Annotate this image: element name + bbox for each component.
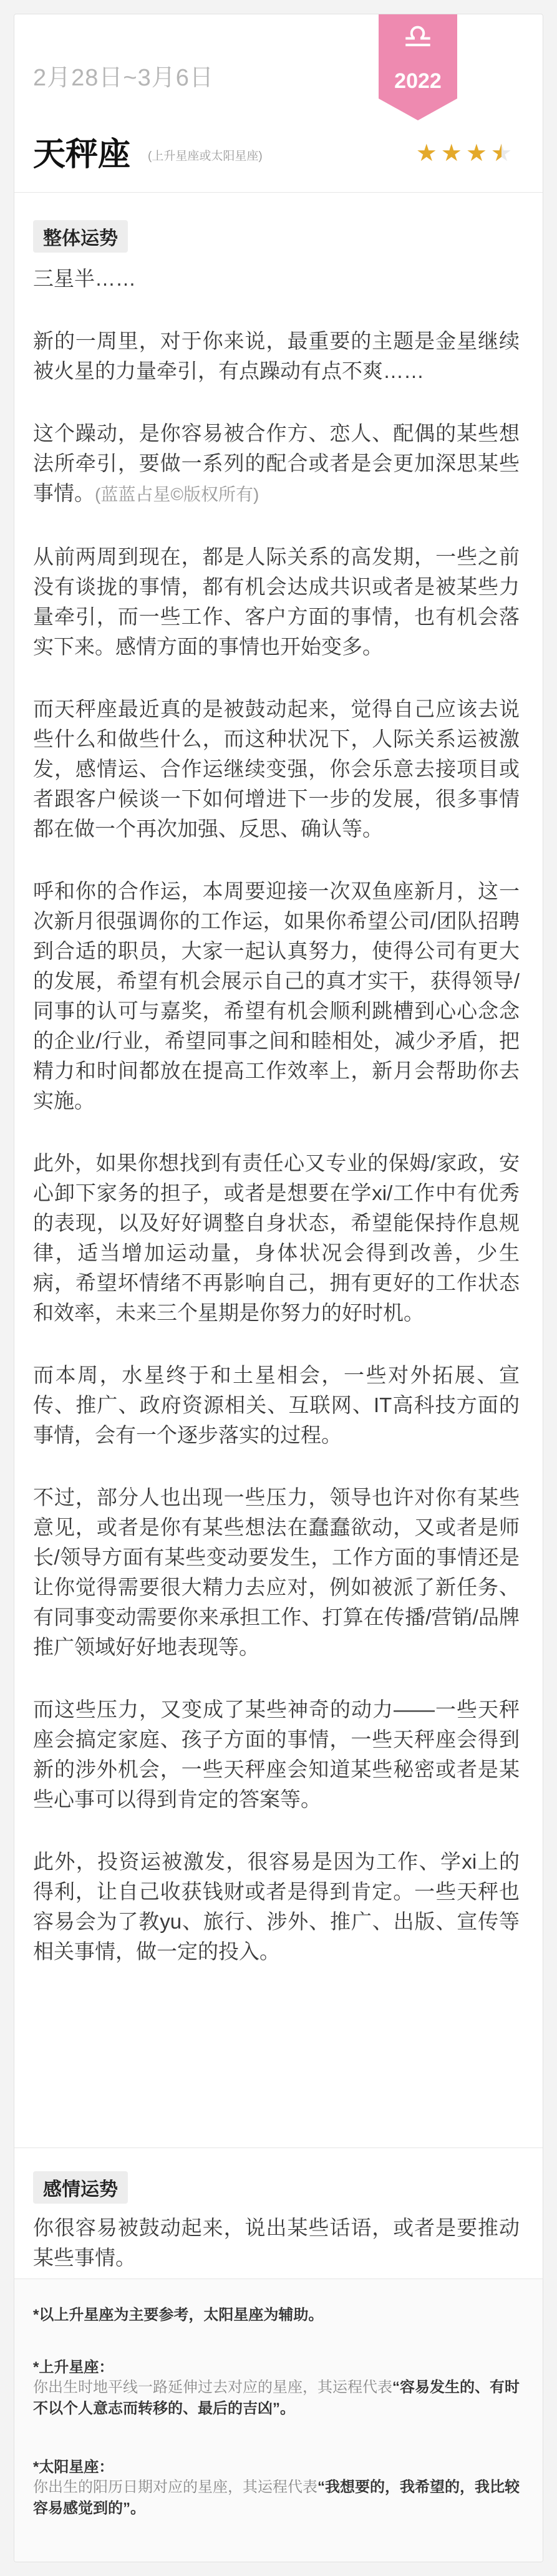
note-quote: “容易发生的、有时不以个人意志而转移的、最后的吉凶”。	[33, 2379, 520, 2417]
paragraph: 从前两周到现在，都是人际关系的高发期，一些之前没有谈拢的事情，都有机会达成共识或者是被某些力量牵引，而一些工作、客户方面的事情，也有机会落实下来。感情方面的事情也开始变多。	[33, 545, 520, 658]
paragraph: 而这些压力，又变成了某些神奇的动力——一些天秤座会搞定家庭、孩子方面的事情，一些天秤座会得到新的涉外机会，一些天秤座会知道某些秘密或者是某些心事可以得到肯定的答案等。	[33, 1698, 520, 1811]
section-tag-love: 感情运势	[33, 2171, 128, 2204]
copyright-credit: (蓝蓝占星©版权所有)	[95, 485, 259, 504]
overall-text	[33, 264, 520, 1967]
note-text: 你出生的阳历日期对应的星座，其运程代表	[33, 2479, 317, 2496]
note-rising-title: *上升星座：	[33, 2359, 114, 2376]
libra-icon: ♎	[402, 17, 433, 56]
note-quote: “我想要的，我希望的，我比较容易感觉到的”。	[33, 2479, 520, 2517]
paragraph: 不过，部分人也出现一些压力，领导也许对你有某些意见，或者是你有某些想法在蠢蠢欲动，又或者是师长/领导方面有某些变动要发生，工作方面的事情还是让你觉得需要很大精力去应对，例如被派了新任务、有同事变动需要你来承担工作、打算在传播/营销/品牌推广领域好好地表现等。	[33, 1486, 520, 1658]
note-sun-desc	[33, 2477, 520, 2519]
note-main: *以上升星座为主要参考，太阳星座为辅助。	[33, 2307, 324, 2323]
footnotes	[14, 2278, 543, 2562]
star-icon: ★	[440, 140, 462, 167]
paragraph: 而天秤座最近真的是被鼓动起来，觉得自己应该去说些什么和做些什么，而这种状况下，人际关系运被激发，感情运、合作运继续变强，你会乐意去接项目或者跟客户候谈一下如何增进下一步的发展，很多事情都在做一个再次加强、反思、确认等。	[33, 697, 520, 840]
horoscope-card	[14, 14, 543, 2562]
paragraph: 新的一周里，对于你来说，最重要的主题是金星继续被火星的力量牵引，有点躁动有点不爽……	[33, 329, 520, 382]
section-tag-overall: 整体运势	[33, 220, 128, 253]
star-icon: ★	[415, 140, 437, 167]
paragraph: 你很容易被鼓动起来，说出某些话语，或者是要推动某些事情。	[33, 2216, 520, 2269]
sign-note: (上升星座或太阳星座)	[148, 150, 263, 163]
note-text: 你出生时地平线一路延伸过去对应的星座，其运程代表	[33, 2379, 392, 2396]
paragraph: 呼和你的合作运，本周要迎接一次双鱼座新月，这一次新月很强调你的工作运，如果你希望公司/团队招聘到合适的职员，大家一起认真努力，使得公司有更大的发展，希望有机会展示自己的真才实干，获得领导/同事的认可与嘉奖，希望有机会顺利跳槽到心心念念的企业/行业，希望同事之间和睦相处，减少矛盾，把精力和时间都放在提高工作效率上，新月会帮助你去实施。	[33, 879, 520, 1112]
note-rising-desc	[33, 2377, 520, 2419]
sign-header	[33, 128, 526, 172]
paragraph	[33, 419, 520, 510]
half-star-icon: ★ ★	[491, 139, 512, 167]
sign-title: 天秤座	[33, 137, 131, 173]
love-text	[33, 2213, 520, 2273]
star-rating	[412, 139, 512, 167]
divider	[14, 192, 543, 193]
paragraph: 三星半……	[33, 267, 136, 290]
divider	[14, 2278, 543, 2279]
ribbon-year: 2022	[394, 69, 442, 93]
paragraph: 此外，如果你想找到有责任心又专业的保姆/家政，安心卸下家务的担子，或者是想要在学xi/工作中有优秀的表现，以及好好调整自身状态，希望能保持作息规律，适当增加运动量，身体状况会得到改善，少生病，希望坏情绪不再影响自己，拥有更好的工作状态和效率，未来三个星期是你努力的好时机。	[33, 1151, 520, 1324]
star-icon: ★	[465, 140, 487, 167]
note-sun-title: *太阳星座：	[33, 2459, 114, 2476]
year-ribbon	[379, 14, 457, 120]
paragraph: 而本周，水星终于和土星相会，一些对外拓展、宣传、推广、政府资源相关、互联网、IT高科技方面的事情，会有一个逐步落实的过程。	[33, 1363, 520, 1446]
paragraph-text: 这个躁动，是你容易被合作方、恋人、配偶的某些想法所牵引，要做一系列的配合或者是会更加深思某些事情。	[33, 422, 520, 505]
date-range: 2月28日~3月6日	[33, 65, 214, 91]
paragraph: 此外，投资运被激发，很容易是因为工作、学xi上的得利，让自己收获钱财或者是得到肯定。一些天秤也容易会为了教yu、旅行、涉外、推广、出版、宣传等相关事情，做一定的投入。	[33, 1850, 520, 1963]
divider	[14, 2147, 543, 2148]
